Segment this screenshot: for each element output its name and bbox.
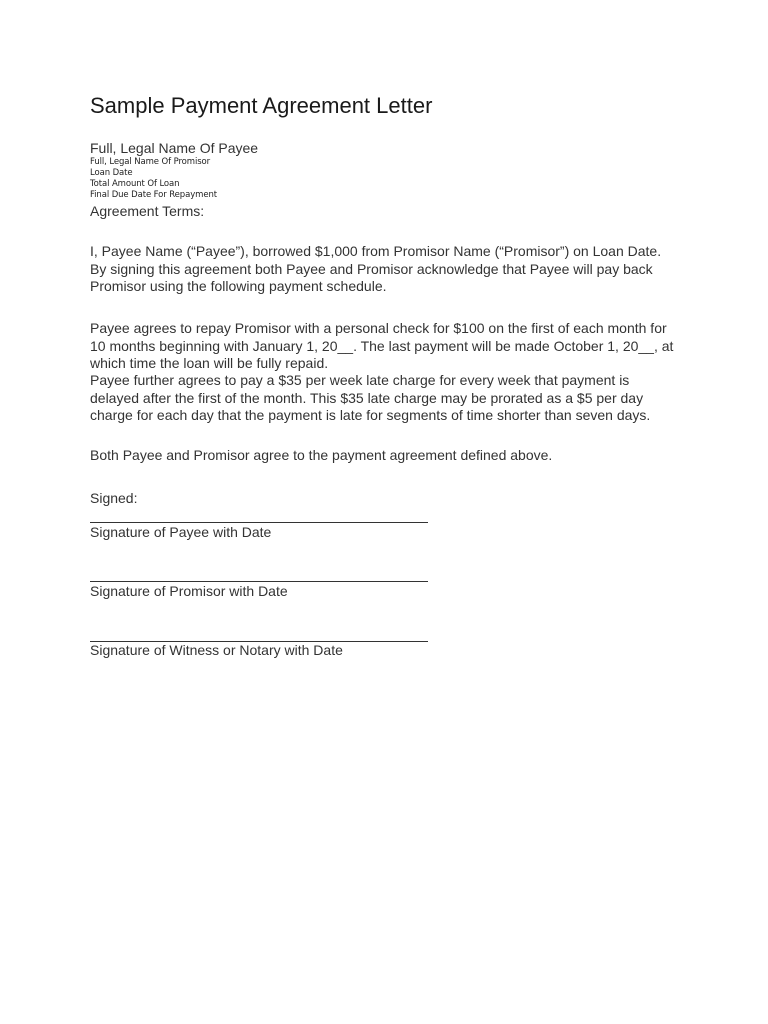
document-title: Sample Payment Agreement Letter: [90, 93, 433, 118]
loan-details-list: [90, 157, 217, 201]
loan-amount-field: Total Amount Of Loan: [90, 179, 180, 189]
payee-name-field: Full, Legal Name Of Payee: [90, 140, 259, 156]
promisor-signature-label: Signature of Promisor with Date: [90, 583, 288, 599]
promisor-name-field: Full, Legal Name Of Promisor: [90, 157, 211, 167]
loan-date-field: Loan Date: [90, 168, 133, 178]
witness-signature-label: Signature of Witness or Notary with Date: [90, 642, 343, 658]
repayment-schedule-paragraph: Payee agrees to repay Promisor with a personal check for $100 on the first of each month for 10 months beginning with January 1, 20__. The last payment will be made October 1, 20__, at which time the loan will be fully repaid.: [90, 320, 674, 371]
final-due-date-field: Final Due Date For Repayment: [90, 190, 217, 200]
agreement-terms-heading: Agreement Terms:: [90, 203, 205, 219]
signed-label: Signed:: [90, 490, 138, 506]
payee-signature-label: Signature of Payee with Date: [90, 524, 272, 540]
loan-statement-paragraph: I, Payee Name (“Payee”), borrowed $1,000 from Promisor Name (“Promisor”) on Loan Date. By signing this agreement both Payee and Promisor acknowledge that Payee will pay back Promisor using the following payment schedule.: [90, 243, 662, 294]
late-charge-paragraph: Payee further agrees to pay a $35 per week late charge for every week that payment is delayed after the first of the month. This $35 late charge may be prorated as a $5 per day charge for each day that the payment is late for segments of time shorter than seven days.: [90, 372, 651, 423]
agreement-confirmation-paragraph: Both Payee and Promisor agree to the payment agreement defined above.: [90, 447, 553, 463]
